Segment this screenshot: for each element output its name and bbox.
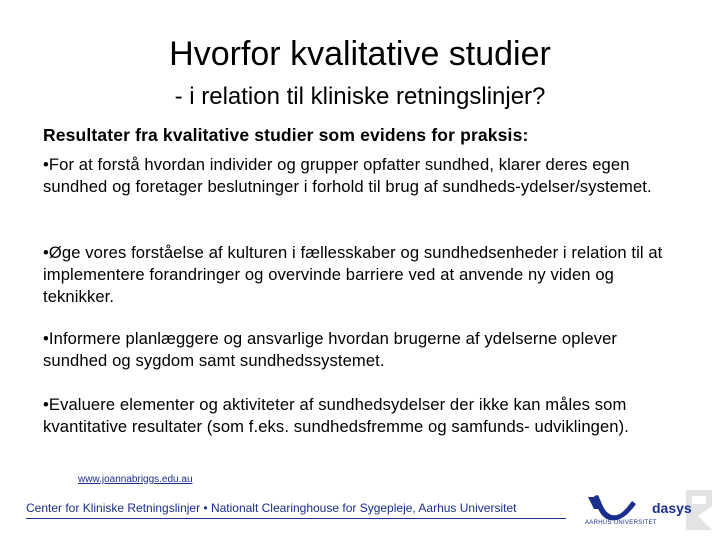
slide-content (43, 124, 683, 436)
bullet-item: •For at forstå hvordan individer og grupper opfatter sundhed, klarer deres egen sundhed og foretager beslutninger i forhold til brug af sundheds-ydelser/systemet. (43, 155, 652, 196)
bullet-item: •Evaluere elementer og aktiviteter af sundhedsydelser der ikke kan måles som kvantitative resultater (som f.eks. sundhedsfremme og samfunds- udviklingen). (43, 395, 629, 436)
content-heading: Resultater fra kvalitative studier som evidens for praksis: (43, 125, 529, 145)
footer-divider (26, 518, 566, 519)
slide-subtitle: - i relation til kliniske retningslinjer? (174, 83, 546, 110)
footer-text: Center for Kliniske Retningslinjer • Nationalt Clearinghouse for Sygepleje, Aarhus Universitet (26, 501, 517, 515)
bullet-item: •Informere planlæggere og ansvarlige hvordan brugerne af ydelserne oplever sundhed og sygdom samt sundhedssystemet. (43, 329, 618, 370)
au-logo-text: AARHUS UNIVERSITET (585, 520, 657, 526)
source-link[interactable]: www.joannabriggs.edu.au (78, 474, 193, 485)
slide-title: Hvorfor kvalitative studier (169, 35, 551, 73)
bullet-item: •Øge vores forståelse af kulturen i fællesskaber og sundhedsenheder i relation til at implementere forandringer og overvinde barriere ved at anvende ny viden og teknikker. (43, 243, 663, 306)
dasys-logo-text: dasys (652, 500, 692, 516)
